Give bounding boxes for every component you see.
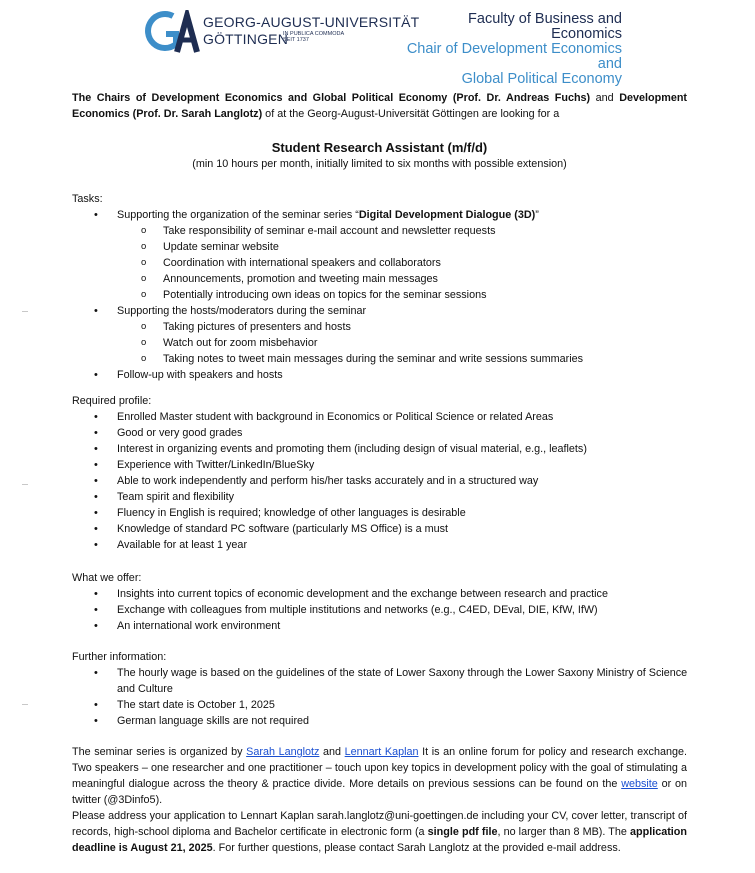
- lennart-kaplan-link[interactable]: Lennart Kaplan: [344, 746, 419, 758]
- profile-item: • Team spirit and flexibility: [72, 489, 692, 505]
- profile-item: • Enrolled Master student with background in Economics or Political Science or related Areas: [72, 409, 692, 425]
- margin-marker: [22, 484, 28, 485]
- closing-text-3: It is an online forum for policy and research exchange. Two speakers – one researcher and one practitioner – touch upon key topics in development policy with the goal of stimulating a meaningful dialogue across the theory & practice divide. More details on previous sessions can be found on the: [72, 746, 687, 790]
- university-motto: [283, 31, 344, 43]
- further-heading: Further information:: [72, 651, 167, 663]
- further-item: • The start date is October 1, 2025: [72, 697, 692, 713]
- task-2-label: Supporting the hosts/moderators during the seminar: [117, 305, 367, 317]
- subtask-item: o Taking notes to tweet main messages during the seminar and write sessions summaries: [72, 351, 692, 367]
- offer-item: • Exchange with colleagues from multiple institutions and networks (e.g., C4ED, DEval, DIE, KfW, IfW): [72, 602, 692, 618]
- intro-chair-2: Development Economics (Prof. Dr. Sarah Langlotz): [72, 92, 688, 120]
- ga-emblem-icon: [143, 10, 201, 56]
- profile-item: • Able to work independently and perform his/her tasks accurately and in a structured way: [72, 473, 692, 489]
- application-text-3: . For further questions, please contact Sarah Langlotz at the provided e-mail address.: [212, 842, 621, 854]
- closing-text-4: or on twitter (@3Dinfo5).: [72, 778, 688, 806]
- motto-line-1: IN PUBLICA COMMODA: [283, 31, 345, 37]
- offer-heading: What we offer:: [72, 572, 142, 584]
- intro-paragraph: [72, 90, 687, 122]
- offer-item: • An international work environment: [72, 618, 692, 634]
- chair-name-line-1: Chair of Development Economics and: [406, 41, 622, 72]
- profile-section: [72, 393, 692, 553]
- website-link[interactable]: website: [621, 778, 658, 790]
- subtask-item: o Watch out for zoom misbehavior: [72, 335, 692, 351]
- university-name: GEORG-AUGUST-UNIVERSITÄT: [203, 14, 420, 30]
- closing-text-1: The seminar series is organized by: [72, 746, 247, 758]
- profile-heading: Required profile:: [72, 395, 152, 407]
- closing-paragraph: [72, 744, 687, 856]
- application-text-2: , no larger than 8 MB). The: [497, 826, 630, 838]
- single-pdf-note: single pdf file: [427, 826, 498, 838]
- motto-line-2: SEIT 1737: [283, 37, 309, 43]
- further-item: • The hourly wage is based on the guidelines of the state of Lower Saxony through the Lower Saxony Ministry of Science and Culture: [72, 665, 692, 697]
- profile-item: • Good or very good grades: [72, 425, 692, 441]
- margin-marker: [22, 311, 28, 312]
- university-city: GÖTTINGEN: [203, 31, 289, 47]
- faculty-heading: [397, 12, 622, 87]
- subtask-item: o Taking pictures of presenters and hosts: [72, 319, 692, 335]
- sarah-langlotz-link[interactable]: Sarah Langlotz: [246, 746, 320, 758]
- application-text-1: Please address your application to Lennart Kaplan sarah.langlotz@uni-goettingen.de including your CV, cover letter, transcript of records, high-school diploma and Bachelor certificate in electronic form (a: [72, 810, 687, 838]
- closing-text-2: and: [319, 746, 345, 758]
- further-item: • German language skills are not required: [72, 713, 692, 729]
- subtask-item: o Announcements, promotion and tweeting main messages: [72, 271, 692, 287]
- profile-item: • Available for at least 1 year: [72, 537, 692, 553]
- task-item: [72, 303, 692, 367]
- task-1-prefix: Supporting the organization of the seminar series “: [117, 209, 359, 221]
- offer-item: • Insights into current topics of economic development and the exchange between research and practice: [72, 586, 692, 602]
- page-title: Student Research Assistant (m/f/d): [271, 140, 488, 155]
- task-item: [72, 207, 692, 303]
- page-subtitle: (min 10 hours per month, initially limited to six months with possible extension): [192, 158, 567, 170]
- intro-and: and: [590, 92, 620, 104]
- tasks-section: [72, 191, 692, 383]
- task-item: • Follow-up with speakers and hosts: [72, 367, 692, 383]
- profile-item: • Fluency in English is required; knowledge of other languages is desirable: [72, 505, 692, 521]
- further-section: [72, 649, 692, 729]
- application-deadline: application deadline is August 21, 2025: [72, 826, 687, 854]
- offer-section: [72, 570, 692, 634]
- chair-name-line-2: Global Political Economy: [461, 71, 622, 87]
- task-1-suffix: ”: [535, 209, 539, 221]
- profile-item: • Experience with Twitter/LinkedIn/BlueSky: [72, 457, 692, 473]
- subtask-item: o Potentially introducing own ideas on topics for the seminar sessions: [72, 287, 692, 303]
- margin-marker: [22, 704, 28, 705]
- intro-tail: of at the Georg-August-Universität Göttingen are looking for a: [262, 108, 560, 120]
- intro-chair-1: The Chairs of Development Economics and Global Political Economy (Prof. Dr. Andreas Fuchs): [72, 92, 591, 104]
- faculty-name: Faculty of Business and Economics: [468, 11, 622, 42]
- university-logo: [143, 10, 420, 56]
- profile-item: • Knowledge of standard PC software (particularly MS Office) is a must: [72, 521, 692, 537]
- profile-item: • Interest in organizing events and promoting them (including design of visual material, e.g., leaflets): [72, 441, 692, 457]
- subtask-item: o Take responsibility of seminar e-mail account and newsletter requests: [72, 223, 692, 239]
- seminar-series-name: Digital Development Dialogue (3D): [358, 209, 536, 221]
- subtask-item: o Update seminar website: [72, 239, 692, 255]
- tasks-heading: Tasks:: [72, 193, 103, 205]
- subtask-item: o Coordination with international speakers and collaborators: [72, 255, 692, 271]
